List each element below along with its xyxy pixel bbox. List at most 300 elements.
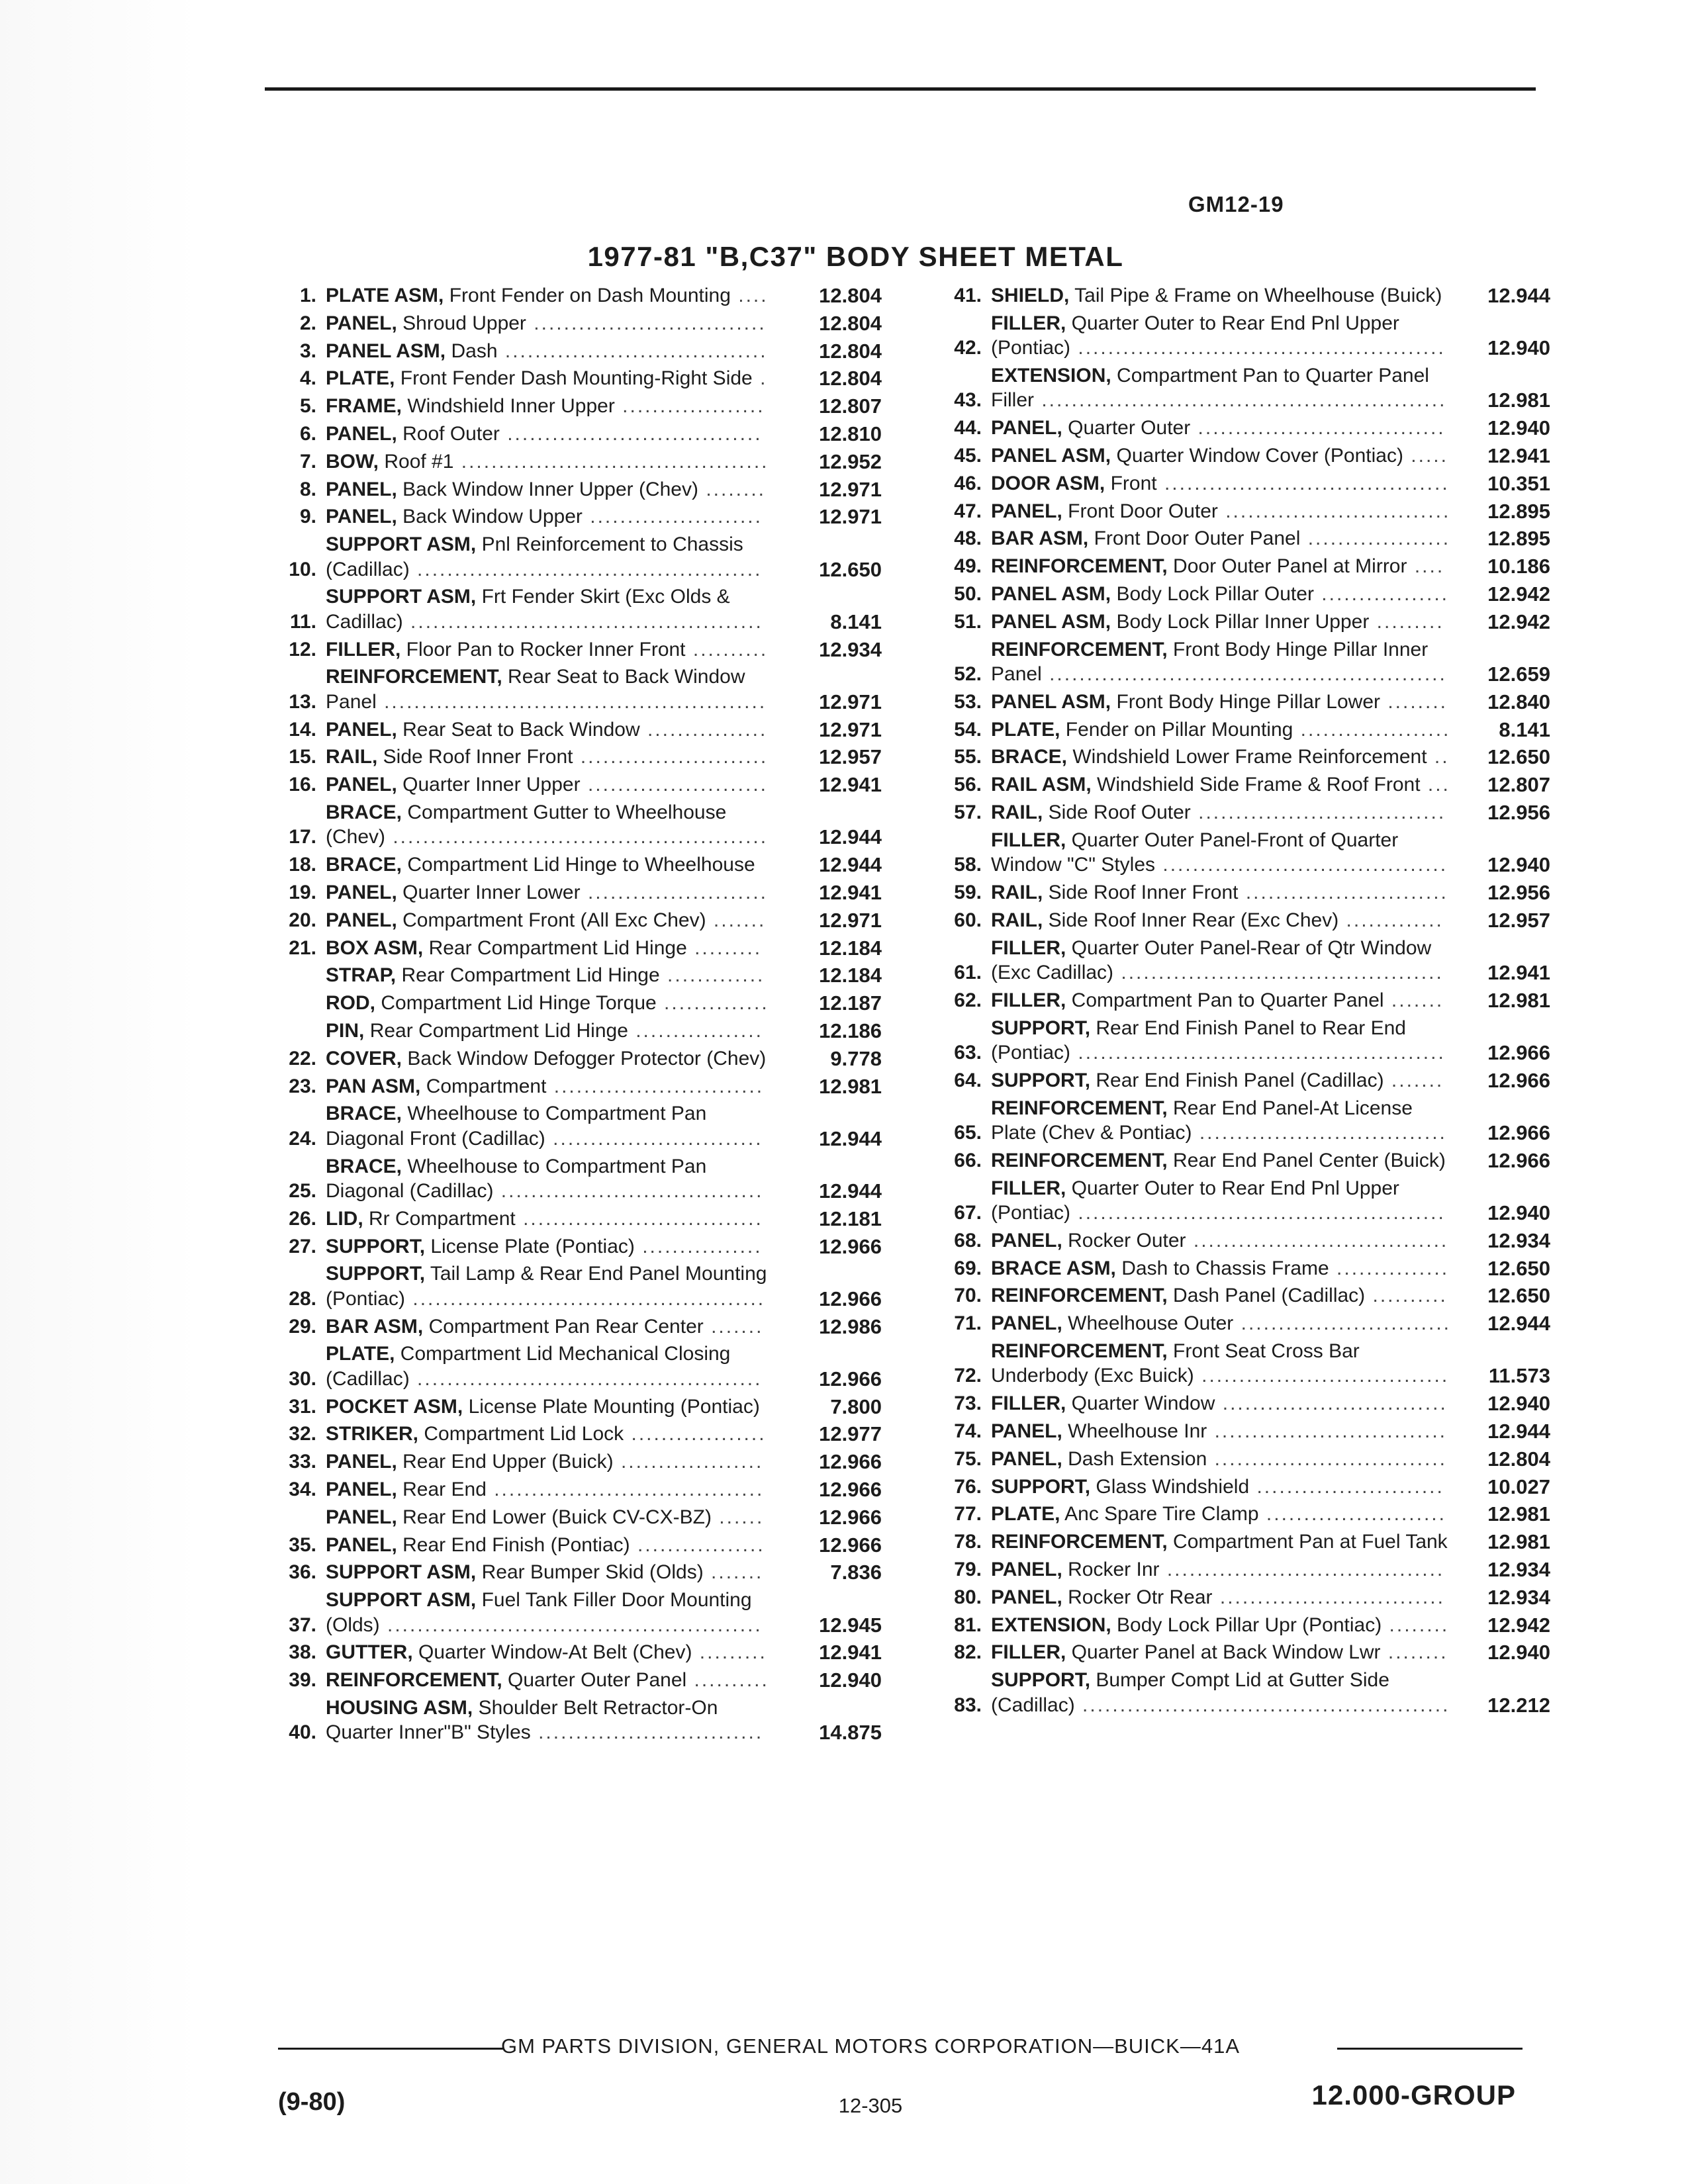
part-description — [991, 1311, 1451, 1336]
part-number: 59. — [954, 881, 982, 903]
part-number: 76. — [954, 1475, 982, 1498]
part-detail: Tail Pipe & Frame on Wheelhouse (Buick) — [1074, 285, 1442, 306]
part-detail: Quarter Inner Lower — [402, 881, 581, 903]
leader-dots: ............................................... — [402, 610, 763, 633]
leader-dots: ............................... — [526, 312, 767, 334]
leader-dots: ........ — [1382, 1614, 1450, 1636]
part-detail: Quarter Window Cover (Pontiac) — [1116, 445, 1403, 467]
part-name: PANEL ASM, — [991, 690, 1111, 713]
leader-dots: .. — [1427, 746, 1450, 768]
group-number: 12.940 — [1487, 336, 1550, 360]
part-entry — [265, 1342, 894, 1391]
part-name: RAIL, — [991, 909, 1043, 931]
part-description — [991, 416, 1451, 440]
part-number: 48. — [954, 527, 982, 550]
part-detail: Rear End Lower (Buick CV-CX-BZ) — [402, 1506, 712, 1528]
part-detail: Body Lock Pillar Upr (Pontiac) — [1117, 1614, 1382, 1636]
group-number: 12.971 — [819, 505, 882, 529]
group-number: 12.966 — [819, 1234, 882, 1258]
part-name: PANEL, — [326, 312, 397, 334]
part-number: 23. — [289, 1075, 316, 1097]
leader-dots: ................................................. — [1070, 1041, 1446, 1064]
part-detail: Windshield Side Frame & Roof Front — [1097, 774, 1421, 796]
part-entry — [265, 366, 894, 390]
part-number: 37. — [289, 1614, 316, 1636]
part-name: SUPPORT, — [326, 1235, 426, 1257]
part-name: FILLER, — [991, 1392, 1066, 1415]
part-entry — [930, 1557, 1572, 1582]
leader-dots: ................................. — [1194, 1365, 1450, 1387]
part-detail: Rear Seat to Back Window — [402, 718, 640, 741]
part-name: REINFORCEMENT, — [991, 1149, 1168, 1171]
part-detail: Wheelhouse to Compartment Pan Diagonal (Cadillac) — [326, 1155, 707, 1202]
leader-dots: .......... — [685, 638, 769, 660]
part-description — [326, 422, 769, 446]
part-detail: Back Window Upper — [402, 506, 583, 528]
part-description — [991, 582, 1451, 606]
part-description — [991, 1613, 1451, 1637]
group-number: 12.942 — [1487, 610, 1550, 633]
leader-dots: ........................ — [580, 774, 768, 796]
part-entry — [930, 1419, 1572, 1443]
group-number: 12.650 — [819, 557, 882, 581]
part-detail: Side Roof Inner Front — [383, 746, 573, 768]
part-detail: Rear End Panel Center (Buick) — [1173, 1149, 1446, 1171]
part-name: DOOR ASM, — [991, 472, 1105, 494]
part-entry — [930, 1668, 1572, 1717]
part-name: BRACE, — [326, 1155, 402, 1177]
group-number: 12.184 — [819, 964, 882, 987]
part-number: 45. — [954, 445, 982, 467]
group-number: 12.934 — [1487, 1557, 1550, 1581]
part-description — [326, 1533, 769, 1557]
part-name: BRACE ASM, — [991, 1257, 1116, 1279]
group-number: 12.971 — [819, 717, 882, 741]
part-entry — [930, 828, 1572, 878]
part-name: PANEL, — [991, 1447, 1062, 1470]
part-description — [326, 1261, 769, 1311]
leader-dots: ................................... — [493, 1179, 764, 1202]
part-detail: Quarter Panel at Back Window Lwr — [1071, 1641, 1381, 1664]
part-entry — [930, 690, 1572, 714]
part-name: RAIL, — [991, 801, 1043, 823]
part-entry — [265, 422, 894, 446]
part-entry — [265, 1046, 894, 1071]
part-detail: Bumper Compt Lid at Gutter Side (Cadillac) — [991, 1669, 1389, 1716]
part-detail: Windshield Inner Upper — [407, 395, 615, 418]
part-description — [991, 1475, 1451, 1499]
part-detail: Rear End Finish Panel (Cadillac) — [1096, 1069, 1384, 1091]
part-description — [326, 1342, 769, 1391]
leader-dots: .............. — [656, 992, 769, 1015]
part-name: EXTENSION, — [991, 365, 1111, 387]
part-number: 8. — [299, 478, 316, 500]
part-number: 77. — [954, 1503, 982, 1525]
part-name: REINFORCEMENT, — [326, 666, 502, 688]
part-detail: Side Roof Outer — [1048, 801, 1191, 823]
part-detail: Dash Extension — [1068, 1447, 1207, 1470]
part-number: 26. — [289, 1207, 316, 1230]
part-description — [326, 394, 769, 418]
leader-dots: .................................... — [486, 1478, 765, 1500]
group-number: 12.944 — [1487, 284, 1550, 307]
part-number: 27. — [289, 1235, 316, 1257]
part-description — [991, 610, 1451, 634]
leader-dots: ......... — [686, 936, 763, 959]
part-detail: Body Lock Pillar Outer — [1116, 582, 1314, 605]
leader-dots: ............................ — [1233, 1312, 1451, 1335]
leader-dots: ... — [1420, 774, 1450, 796]
leader-dots: ................ — [639, 718, 768, 741]
part-description — [991, 1529, 1451, 1554]
part-detail: Rr Compartment — [369, 1207, 516, 1230]
part-entry — [930, 1391, 1572, 1416]
part-description — [991, 772, 1451, 797]
leader-dots: .................................. — [1186, 1229, 1449, 1251]
group-number: 12.940 — [1487, 1392, 1550, 1416]
part-entry — [930, 1096, 1572, 1146]
part-description — [326, 1234, 769, 1259]
leader-dots: .................................................. — [385, 826, 769, 848]
part-entry — [930, 1339, 1572, 1388]
part-number: 62. — [954, 989, 982, 1011]
part-entry — [930, 1256, 1572, 1281]
part-number: 16. — [289, 774, 316, 796]
part-name: EXTENSION, — [991, 1614, 1111, 1636]
part-name: PANEL, — [326, 1451, 397, 1473]
part-description — [991, 1283, 1451, 1308]
part-description — [326, 1019, 769, 1043]
group-number: 12.804 — [819, 284, 882, 307]
part-description — [991, 526, 1451, 551]
part-entry — [930, 936, 1572, 985]
part-name: REINFORCEMENT, — [991, 1340, 1168, 1362]
part-detail: Front Fender on Dash Mounting — [449, 285, 731, 306]
part-name: FILLER, — [991, 1641, 1066, 1664]
leader-dots: ....... — [1383, 989, 1444, 1011]
leader-dots: .... — [730, 285, 769, 306]
part-entry — [265, 772, 894, 797]
part-entry — [930, 499, 1572, 523]
part-detail: Quarter Outer Panel-Front of Quarter Window "C" Styles — [991, 829, 1399, 876]
part-name: GUTTER, — [326, 1641, 413, 1664]
part-detail: Shroud Upper — [402, 312, 526, 334]
part-number: 66. — [954, 1149, 982, 1171]
part-entry — [930, 1502, 1572, 1526]
leader-dots: ............. — [659, 964, 765, 987]
group-number: 12.942 — [1487, 582, 1550, 606]
leader-dots: ......................................... — [453, 450, 769, 473]
part-description — [326, 283, 769, 308]
part-detail: Quarter Inner Upper — [402, 774, 581, 796]
part-number: 47. — [954, 500, 982, 522]
part-description — [326, 637, 769, 662]
part-detail: Quarter Outer Panel — [508, 1669, 687, 1692]
part-entry — [265, 936, 894, 960]
part-number: 72. — [954, 1365, 982, 1387]
part-detail: Front — [1110, 472, 1157, 494]
part-description — [991, 1096, 1451, 1146]
scan-shading — [0, 0, 199, 2184]
part-description — [326, 1640, 769, 1664]
group-number: 12.895 — [1487, 499, 1550, 523]
part-name: FRAME, — [326, 395, 402, 418]
part-name: SUPPORT ASM, — [326, 586, 477, 608]
part-detail: Compartment Gutter to Wheelhouse (Chev) — [326, 801, 727, 848]
part-name: FILLER, — [991, 829, 1066, 851]
part-number: 50. — [954, 582, 982, 605]
group-number: 12.966 — [819, 1505, 882, 1529]
part-detail: Fuel Tank Filler Door Mounting (Olds) — [326, 1589, 752, 1636]
part-entry — [265, 1477, 894, 1502]
part-name: ROD, — [326, 992, 375, 1015]
part-entry — [265, 1505, 894, 1529]
part-number: 56. — [954, 774, 982, 796]
part-entry — [930, 772, 1572, 797]
leader-dots: ............................ — [546, 1075, 765, 1097]
part-description — [326, 1206, 769, 1231]
part-entry — [265, 1394, 894, 1419]
part-name: FILLER, — [991, 312, 1066, 334]
group-number: 12.940 — [1487, 853, 1550, 877]
part-name: HOUSING ASM, — [326, 1696, 473, 1719]
part-entry — [265, 1234, 894, 1259]
leader-dots: ......... — [1369, 610, 1444, 633]
part-description — [326, 936, 769, 960]
part-number: 81. — [954, 1614, 982, 1636]
group-number: 12.971 — [819, 690, 882, 713]
part-description — [991, 1447, 1451, 1471]
part-entry — [930, 800, 1572, 825]
leader-dots: .... — [1407, 555, 1445, 578]
leader-dots: ................................ — [515, 1207, 763, 1230]
group-number: 12.981 — [1487, 1530, 1550, 1554]
leader-dots: ................................................. — [1074, 1694, 1450, 1716]
part-name: PANEL, — [991, 500, 1062, 522]
part-number: 40. — [289, 1721, 316, 1744]
part-entry — [265, 1314, 894, 1339]
part-detail: Quarter Outer — [1068, 417, 1191, 439]
part-number: 28. — [289, 1287, 316, 1310]
part-name: FILLER, — [991, 1177, 1066, 1199]
part-detail: Rear End Panel-At License Plate (Chev & Pontiac) — [991, 1097, 1413, 1144]
leader-dots: ........ — [1380, 690, 1448, 713]
part-detail: Back Window Inner Upper (Chev) — [402, 478, 698, 500]
part-name: PLATE ASM, — [326, 285, 444, 306]
part-detail: Back Window Defogger Protector (Chev) — [407, 1047, 767, 1069]
part-detail: Door Outer Panel at Mirror — [1173, 555, 1407, 578]
part-detail: Rear Compartment Lid Hinge — [369, 1019, 628, 1042]
leader-dots: .......... — [686, 1669, 769, 1692]
group-number: 12.941 — [819, 773, 882, 797]
leader-dots: ................... — [613, 1451, 764, 1473]
group-number: 12.966 — [819, 1287, 882, 1310]
leader-dots: ........................................... — [1113, 961, 1444, 983]
part-name: RAIL, — [326, 746, 378, 768]
part-description — [326, 532, 769, 582]
part-description — [326, 311, 769, 336]
part-description — [991, 283, 1451, 308]
part-entry — [265, 1668, 894, 1692]
leader-dots: ............................................... — [405, 1287, 766, 1310]
group-number: 12.977 — [819, 1422, 882, 1446]
part-entry — [265, 477, 894, 502]
part-description — [991, 443, 1451, 468]
part-description — [326, 800, 769, 850]
footer-page-number: 12-305 — [838, 2094, 903, 2117]
footer-date: (9-80) — [278, 2088, 346, 2116]
part-detail: Roof Outer — [402, 422, 500, 445]
part-entry — [930, 471, 1572, 496]
footer-division: GM PARTS DIVISION, GENERAL MOTORS CORPORATION—BUICK—41A — [500, 2034, 1241, 2058]
part-entry — [265, 449, 894, 474]
part-description — [326, 1154, 769, 1204]
part-description — [991, 800, 1451, 825]
part-detail: Floor Pan to Rocker Inner Front — [406, 638, 686, 660]
group-number: 12.971 — [819, 908, 882, 932]
part-description — [991, 880, 1451, 905]
part-description — [991, 1391, 1451, 1416]
part-entry — [930, 1585, 1572, 1610]
part-name: BRACE, — [991, 746, 1068, 768]
part-name: RAIL, — [991, 881, 1043, 903]
part-description — [326, 1046, 769, 1071]
group-number: 12.810 — [819, 422, 882, 445]
part-name: PANEL, — [326, 1533, 397, 1556]
part-entry — [930, 610, 1572, 634]
part-entry — [265, 1422, 894, 1446]
part-detail: Tail Lamp & Rear End Panel Mounting (Pontiac) — [326, 1263, 767, 1310]
part-detail: Rear End — [402, 1478, 487, 1500]
part-entry — [265, 963, 894, 987]
part-description — [326, 963, 769, 987]
part-detail: Rear End Upper (Buick) — [402, 1451, 614, 1473]
group-number: 12.944 — [1487, 1312, 1550, 1336]
part-entry — [265, 584, 894, 634]
part-name: SUPPORT, — [991, 1017, 1091, 1039]
leader-dots: ................................................. — [1070, 1201, 1446, 1224]
part-name: SHIELD, — [991, 285, 1070, 306]
part-entry — [930, 443, 1572, 468]
part-name: PLATE, — [326, 1343, 395, 1365]
part-description — [991, 717, 1451, 742]
part-description — [326, 745, 769, 769]
part-number: 80. — [954, 1586, 982, 1608]
part-name: PANEL, — [991, 1558, 1062, 1580]
group-number: 10.186 — [1487, 555, 1550, 578]
part-name: PANEL, — [991, 1229, 1062, 1251]
part-entry — [930, 1613, 1572, 1637]
part-entry — [265, 908, 894, 933]
part-name: LID, — [326, 1207, 363, 1230]
part-description — [991, 363, 1451, 413]
part-detail: Side Roof Inner Rear (Exc Chev) — [1048, 909, 1339, 931]
part-name: FILLER, — [991, 936, 1066, 959]
leader-dots: ............. — [1338, 909, 1444, 931]
part-number: 54. — [954, 718, 982, 741]
part-entry — [930, 1529, 1572, 1554]
part-description — [991, 1068, 1451, 1093]
group-number: 12.952 — [819, 449, 882, 473]
part-entry — [930, 1475, 1572, 1499]
part-name: RAIL ASM, — [991, 774, 1092, 796]
part-description — [326, 1588, 769, 1637]
part-description — [326, 1560, 769, 1584]
group-number: 12.804 — [819, 367, 882, 390]
group-number: 12.804 — [1487, 1447, 1550, 1471]
part-entry — [265, 283, 894, 308]
group-number: 12.981 — [1487, 988, 1550, 1012]
group-number: 12.807 — [819, 394, 882, 418]
part-description — [326, 584, 769, 634]
part-detail: Compartment Pan to Quarter Panel Filler — [991, 365, 1429, 412]
leader-dots: ........ — [698, 478, 766, 500]
part-entry — [265, 1696, 894, 1745]
part-name: BOX ASM, — [326, 936, 424, 959]
part-number: 67. — [954, 1201, 982, 1224]
part-entry — [265, 1449, 894, 1474]
group-number: 12.804 — [819, 311, 882, 335]
leader-dots: ................................. — [1190, 417, 1446, 439]
part-description — [326, 908, 769, 933]
part-number: 44. — [954, 417, 982, 439]
part-number: 51. — [954, 610, 982, 633]
group-number: 12.957 — [819, 745, 882, 769]
part-number: 49. — [954, 555, 982, 578]
leader-dots: ............................... — [1207, 1447, 1447, 1470]
part-description — [991, 690, 1451, 714]
part-number: 5. — [299, 395, 316, 418]
part-entry — [930, 745, 1572, 769]
part-detail: Wheelhouse Inr — [1068, 1420, 1207, 1442]
group-number: 12.966 — [1487, 1068, 1550, 1092]
part-detail: Compartment Lid Lock — [424, 1423, 624, 1445]
part-entry — [930, 1447, 1572, 1471]
part-detail: Rear Compartment Lid Hinge — [428, 936, 687, 959]
part-number: 17. — [289, 826, 316, 848]
leader-dots: ..................................................... — [1041, 662, 1447, 685]
group-number: 12.957 — [1487, 908, 1550, 932]
part-name: SUPPORT, — [991, 1669, 1091, 1692]
leader-dots: ................................... — [497, 340, 768, 362]
part-name: REINFORCEMENT, — [991, 1531, 1168, 1553]
leader-dots: .............................................. — [409, 558, 763, 580]
part-name: REINFORCEMENT, — [991, 1097, 1168, 1119]
part-description — [991, 499, 1451, 523]
group-number: 12.942 — [1487, 1613, 1550, 1637]
group-number: 12.840 — [1487, 690, 1550, 713]
leader-dots: ......................... — [1249, 1475, 1444, 1498]
part-number: 15. — [289, 746, 316, 768]
part-description — [991, 1148, 1451, 1173]
part-number: 61. — [954, 961, 982, 983]
part-detail: Compartment Pan at Fuel Tank — [1173, 1531, 1448, 1553]
group-number: 12.934 — [1487, 1585, 1550, 1609]
part-detail: Quarter Window — [1071, 1392, 1215, 1415]
group-number: 12.940 — [1487, 1201, 1550, 1224]
leader-dots: ..... — [1403, 445, 1448, 467]
leader-dots: .............................. — [1215, 1392, 1448, 1415]
part-name: PANEL, — [991, 1420, 1062, 1442]
group-number: 12.940 — [1487, 416, 1550, 440]
leader-dots: ........................ — [1258, 1503, 1446, 1525]
leader-dots: ...................................... — [1156, 472, 1450, 494]
leader-dots: ........ — [1380, 1641, 1448, 1664]
part-entry — [930, 283, 1572, 308]
part-description — [991, 745, 1451, 769]
part-number: 31. — [289, 1395, 316, 1418]
leader-dots: .............................. — [1212, 1586, 1445, 1608]
